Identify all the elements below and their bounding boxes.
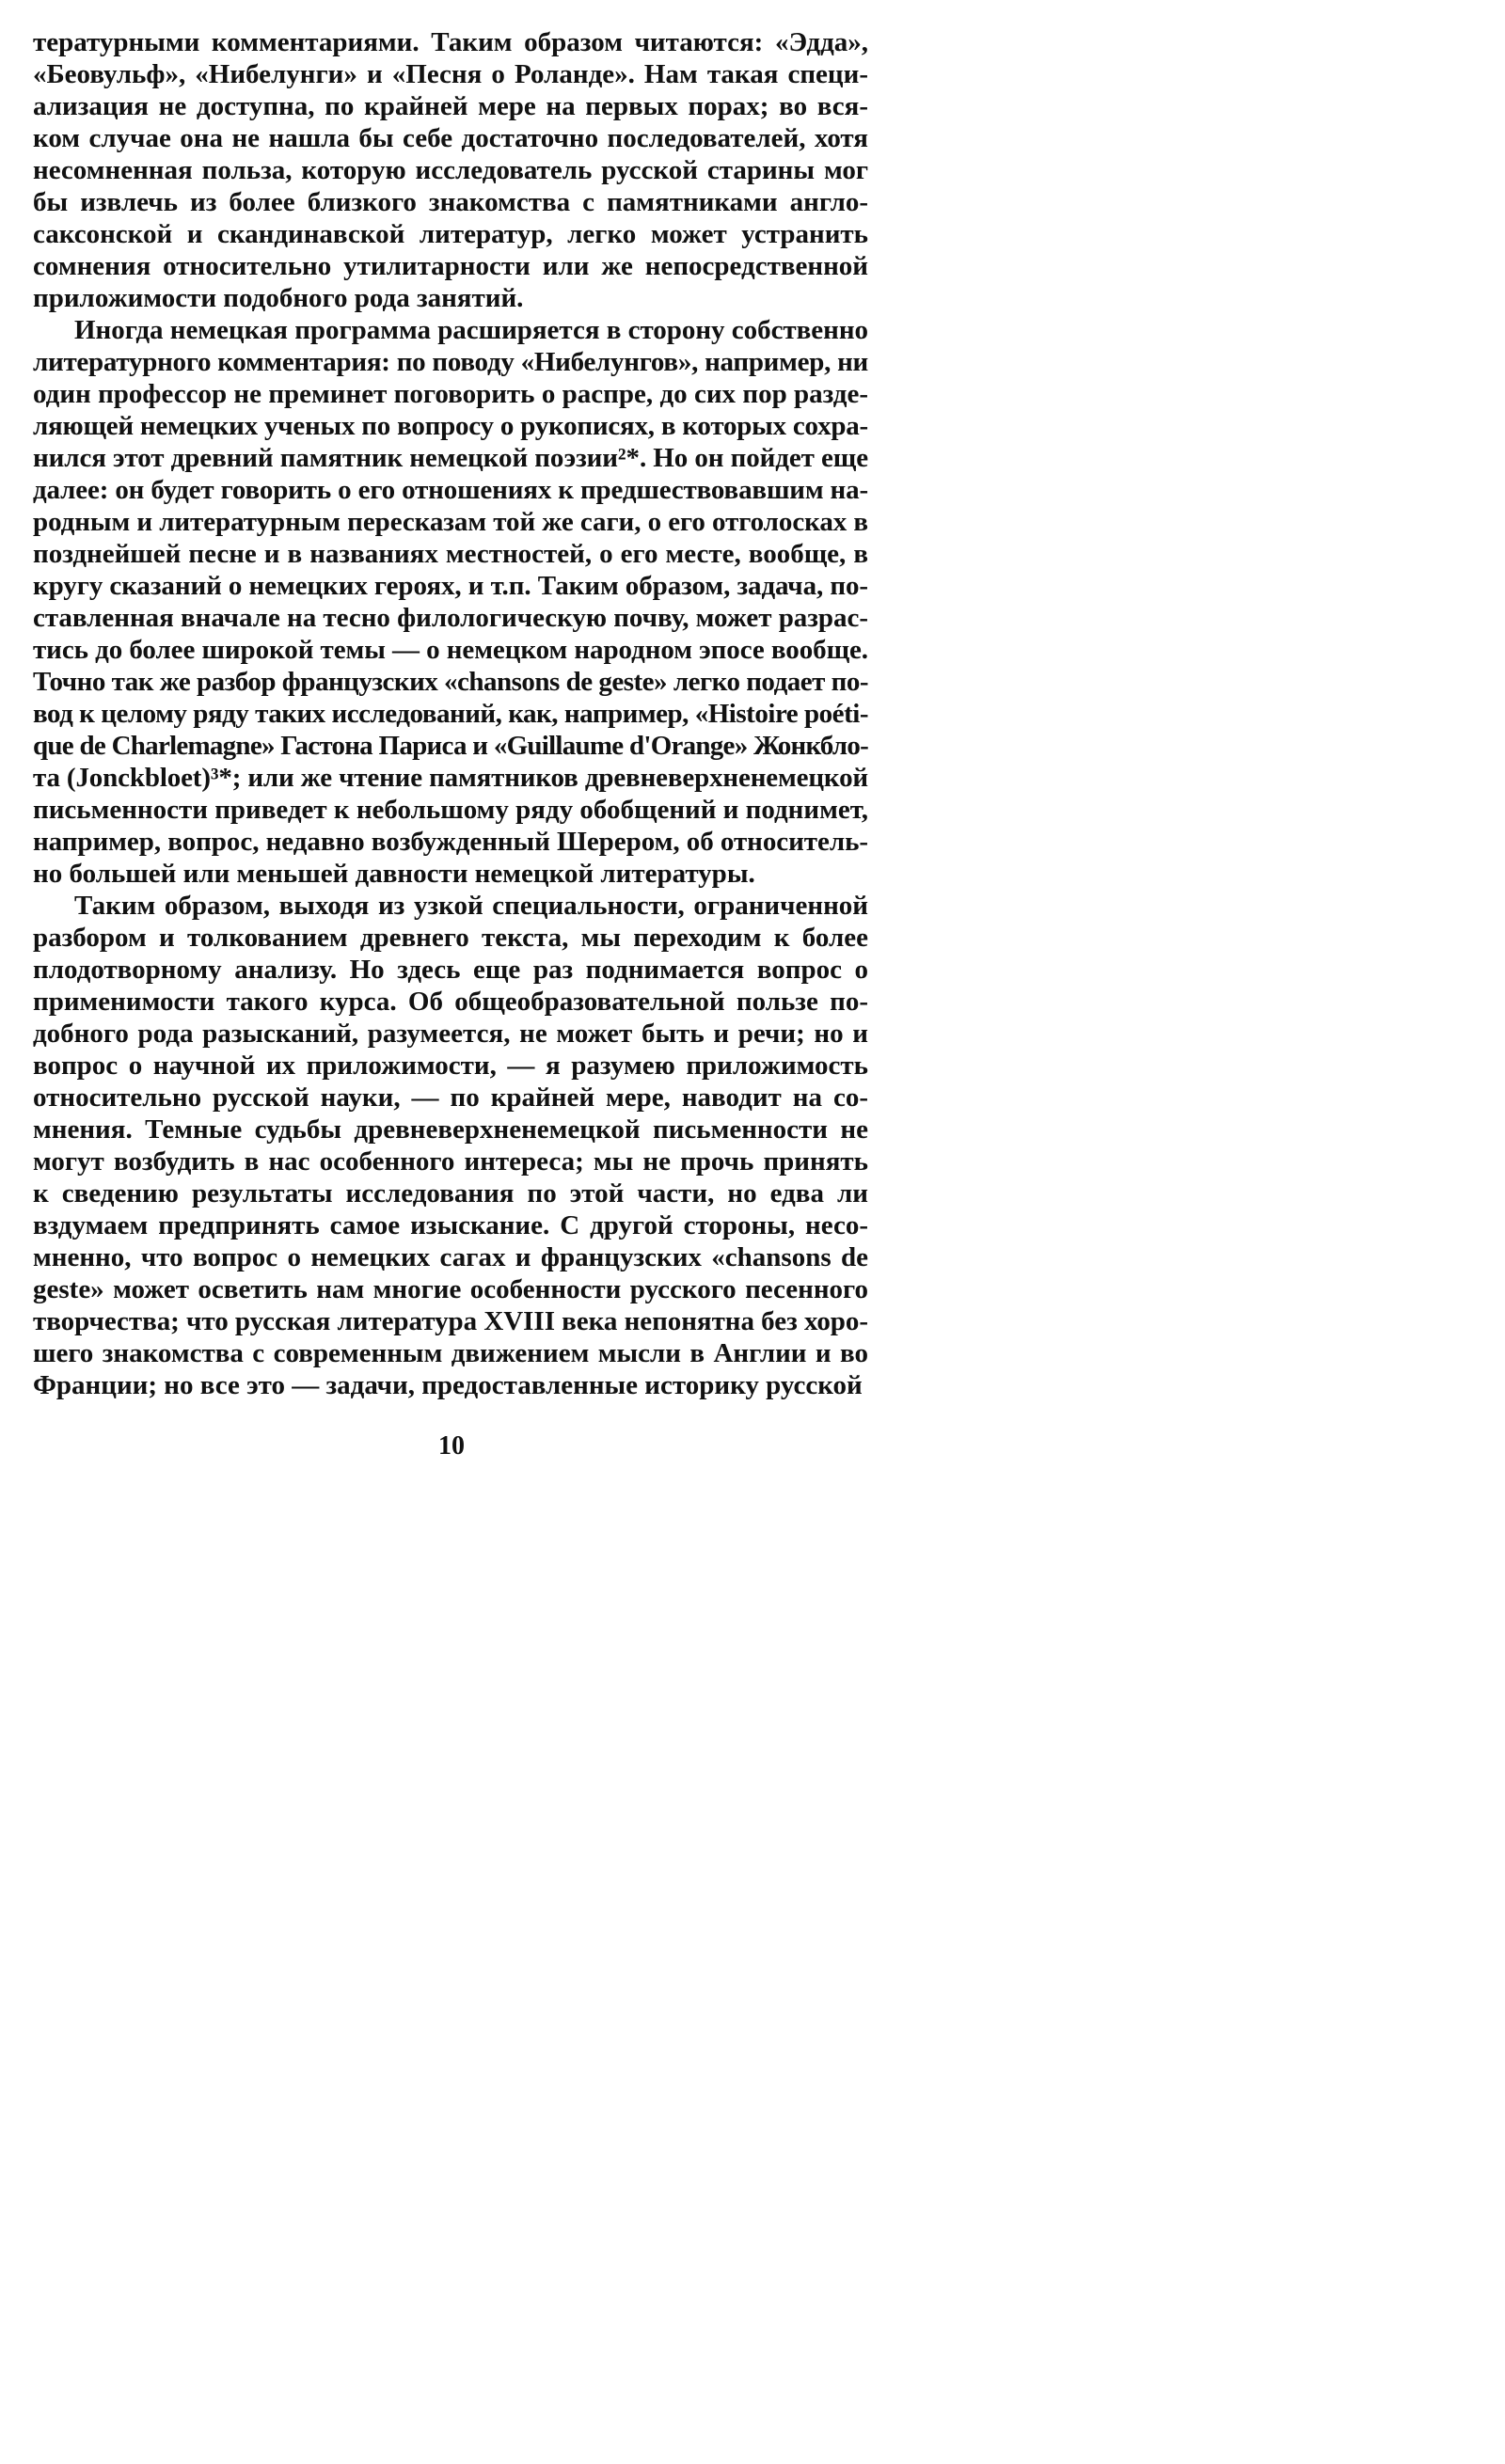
text-line: приложимости подобного рода занятий. — [33, 283, 524, 313]
text-line: применимости такого курса. Об общеобразовательной пользе по- — [33, 987, 868, 1017]
text-line: Франции; но все это — задачи, предоставленные историку русской — [33, 1370, 863, 1400]
text-line: бы извлечь из более близкого знакомства с памятниками англо- — [33, 187, 868, 217]
text-line: ком случае она не нашла бы себе достаточно последователей, хотя — [33, 123, 868, 153]
text-line: сомнения относительно утилитарности или же непосредственной — [33, 251, 868, 281]
text-line: вопрос о научной их приложимости, — я разумею приложимость — [33, 1050, 868, 1081]
text-line: que de Charlemagne» Гастона Париса и «Guillaume d'Orange» Жонкбло- — [33, 731, 868, 761]
page-number: 10 — [438, 1431, 465, 1461]
text-line: вод к целому ряду таких исследований, как, например, «Histoire poéti- — [33, 699, 868, 729]
text-line: мненно, что вопрос о немецких сагах и французских «chansons de — [33, 1242, 868, 1272]
text-line: «Беовульф», «Нибелунги» и «Песня о Роланде». Нам такая специ- — [33, 59, 868, 89]
text-line: саксонской и скандинавской литератур, легко может устранить — [33, 219, 868, 249]
text-line: мнения. Темные судьбы древневерхненемецкой письменности не — [33, 1114, 868, 1145]
text-line: литературного комментария: по поводу «Нибелунгов», например, ни — [33, 347, 868, 377]
text-line: вздумаем предпринять самое изыскание. С другой стороны, несо- — [33, 1210, 868, 1240]
text-line: Иногда немецкая программа расширяется в сторону собственно — [74, 315, 868, 345]
text-line: но большей или меньшей давности немецкой литературы. — [33, 859, 755, 889]
text-line: тись до более широкой темы — о немецком народном эпосе вообще. — [33, 635, 868, 665]
text-line: ализация не доступна, по крайней мере на первых порах; во вся- — [33, 91, 868, 121]
text-line: далее: он будет говорить о его отношениях к предшествовавшим на- — [33, 475, 868, 505]
text-line: тературными комментариями. Таким образом читаются: «Эдда», — [33, 27, 868, 57]
text-line: плодотворному анализу. Но здесь еще раз поднимается вопрос о — [33, 955, 868, 985]
book-page — [0, 0, 903, 1478]
text-line: нился этот древний памятник немецкой поэзии²*. Но он пойдет еще — [33, 443, 868, 473]
text-line: несомненная польза, которую исследователь русской старины мог — [33, 155, 868, 185]
text-line: относительно русской науки, — по крайней мере, наводит на со- — [33, 1082, 868, 1113]
text-line: ставленная вначале на тесно филологическую почву, может разрас- — [33, 603, 868, 633]
text-line: родным и литературным пересказам той же саги, о его отголосках в — [33, 507, 868, 537]
text-line: Таким образом, выходя из узкой специальности, ограниченной — [74, 891, 868, 921]
text-line: к сведению результаты исследования по этой части, но едва ли — [33, 1178, 868, 1208]
text-line: та (Jonckbloet)³*; или же чтение памятников древневерхненемецкой — [33, 763, 868, 793]
text-line: кругу сказаний о немецких героях, и т.п. Таким образом, задача, по- — [33, 571, 868, 601]
text-line: позднейшей песне и в названиях местностей, о его месте, вообще, в — [33, 539, 868, 569]
text-line: творчества; что русская литература XVIII века непонятна без хоро- — [33, 1306, 868, 1336]
text-line: добного рода разысканий, разумеется, не может быть и речи; но и — [33, 1019, 868, 1049]
paragraph — [33, 890, 868, 1401]
text-line: один профессор не преминет поговорить о распре, до сих пор разде- — [33, 379, 868, 409]
text-line: шего знакомства с современным движением мысли в Англии и во — [33, 1338, 868, 1368]
text-line: письменности приведет к небольшому ряду обобщений и поднимет, — [33, 795, 868, 825]
text-line: geste» может осветить нам многие особенности русского песенного — [33, 1274, 868, 1304]
text-line: Точно так же разбор французских «chansons de geste» легко подает по- — [33, 667, 868, 697]
text-line: ляющей немецких ученых по вопросу о рукописях, в которых сохра- — [33, 411, 868, 441]
text-line: например, вопрос, недавно возбужденный Шерером, об относитель- — [33, 827, 868, 857]
paragraph — [33, 26, 868, 314]
body-text — [33, 26, 868, 1401]
paragraph — [33, 314, 868, 890]
text-line: могут возбудить в нас особенного интереса; мы не прочь принять — [33, 1146, 868, 1177]
text-line: разбором и толкованием древнего текста, мы переходим к более — [33, 923, 868, 953]
